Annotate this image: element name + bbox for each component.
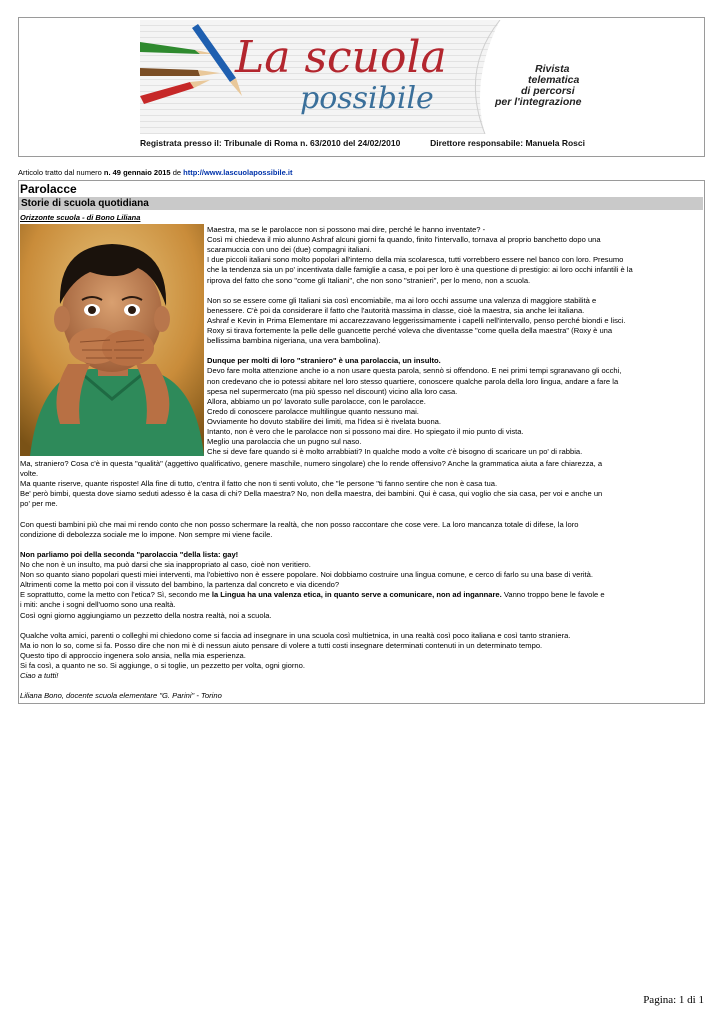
article-line: Non so se essere come gli Italiani sia così encomiabile, ma ai loro occhi assume una valenza di maggiore stabilità e (207, 295, 597, 305)
article-line: Devo fare molta attenzione anche io a non usare questa parola, sennò si offendono. E nei primi tempi sgranavano gli occhi, (207, 366, 622, 376)
article-text: Vanno troppo bene le favole e (501, 590, 605, 600)
header-banner-box (18, 17, 705, 157)
source-connector: de (172, 168, 182, 177)
source-prefix: Articolo tratto dal numero (18, 168, 102, 177)
article-line: Be' però bimbi, questa dove siamo seduti adesso è la casa di chi? Della maestra? No, non della maestra, dei bambini. Qui è casa, qui voglio che sia casa, per voi e anche un (20, 489, 603, 499)
article-line: Altrimenti come la metto poi con il vissuto del bambino, la partenza dal concreto e via dicendo? (20, 580, 340, 590)
svg-text:per l'integrazione: per l'integrazione (495, 96, 582, 108)
article-line: Che si deve fare quando si è molto arrabbiati? In qualche modo a volte c'è bisogno di scaricare un po' di rabbia. (207, 447, 583, 457)
child-photo (20, 224, 204, 456)
svg-text:telematica: telematica (528, 74, 580, 86)
article-line: Ma quante riserve, quante risposte! Alla fine di tutto, c'entra il fatto che non ti senti voluto, che "le persone "ti fanno sentire che non è casa tua. (20, 479, 498, 489)
article-line: Credo di conoscere parolacce multilingue quanto nessuno mai. (207, 406, 419, 416)
article-line: Con questi bambini più che mai mi rendo conto che non posso schermare la realtà, che non posso raccontare che cose vere. La loro mancanza totale di difese, la loro (20, 519, 579, 529)
logo-title-text: La scuola (235, 32, 447, 83)
article-line: non credevano che io potessi abitare nel loro stesso quartiere, conoscere qualche parola della loro lingua, andare a fare la (207, 376, 619, 386)
article-line: benessere. C'è poi da considerare il fatto che l'autorità massima in classe, cioè la maestra, sia anche lei italiana. (207, 305, 585, 315)
page-number: Pagina: 1 di 1 (643, 994, 704, 1006)
article-line: Così ogni giorno aggiungiamo un pezzetto della nostra realtà, noi a scuola. (20, 610, 272, 620)
article-line: Liliana Bono, docente scuola elementare "G. Parini" - Torino (20, 691, 222, 701)
article-line: Ma io non lo so, come si fa. Posso dire che non mi è di nessun aiuto pensare di volere a tutti costi insegnare determinati contenuti in un determinato tempo. (20, 640, 543, 650)
article-line: Ciao a tutti! (20, 671, 59, 681)
article-line: scaramuccia con uno dei (due) compagni italiani. (207, 245, 372, 255)
source-issue: n. 49 gennaio 2015 (103, 168, 171, 177)
article-line: i miti: anche i sogni dell'uomo sono una realtà. (20, 600, 176, 610)
article-line: Roxy si tirava fortemente la pelle delle guancette perché voleva che diventasse "come quella della maestra" (Roxy è una (207, 326, 613, 335)
svg-text:di percorsi: di percorsi (521, 85, 575, 97)
article-line: Questo tipo di approccio ingenera solo ansia, nella mia esperienza. (20, 650, 246, 660)
article-line: Intanto, non è vero che le parolacce non si possono mai dire. Ho spiegato il mio punto di vista. (207, 427, 524, 436)
article-byline: Orizzonte scuola - di Bono Liliana (20, 213, 141, 222)
article-line: Ashraf e Kevin in Prima Elementare mi accarezzavano leggerissimamente i capelli nell'intervallo, penso perché biondi e lisci. (207, 315, 626, 325)
article-line: Così mi chiedeva il mio alunno Ashraf alcuni giorni fa quando, finito l'intervallo, tornava al proprio banchetto dopo una (207, 235, 601, 245)
registration-text: Registrata presso il: Tribunale di Roma n. 63/2010 del 24/02/2010 (140, 138, 401, 148)
article-line: Dunque per molti di loro "straniero" è una parolaccia, un insulto. (207, 356, 441, 366)
logo-subtitle-text: possibile (300, 81, 434, 116)
banner-artwork (140, 20, 587, 134)
article-line: che la tendenza sia un po' incentivata dalle famiglie a casa, e poi per loro è una questione di prestigio: ai loro occhi infantili è la (207, 265, 633, 275)
article-line: condizione di debolezza sociale me lo impone. Non sempre mi viene facile. (20, 529, 273, 539)
article-line: Si fa così, a quanto ne so. Si aggiunge, o si toglie, un pezzetto per volta, ogni giorno. (20, 661, 305, 670)
magazine-banner (140, 20, 587, 156)
director-text: Direttore responsabile: Manuela Rosci (430, 138, 585, 148)
article-line: I due piccoli italiani sono molto popolari all'interno della mia scolaresca, tutti vorrebbero essere nel banco con loro. Presumo (207, 255, 624, 265)
article-line: po' per me. (20, 499, 58, 509)
article-title: Parolacce (20, 182, 77, 196)
article-line: Allora, abbiamo un po' lavorato sulle parolacce, con le parolacce. (207, 396, 426, 406)
article-line: Meglio una parolaccia che un pugno sul naso. (207, 437, 362, 447)
emphasis-text: la Lingua ha una valenza etica, in quanto serve a comunicare, non ad ingannare. (211, 590, 502, 600)
article-line (20, 590, 605, 600)
article-line: Non parliamo poi della seconda "parolaccia "della lista: gay! (20, 549, 239, 559)
article-line: Ovviamente ho dovuto stabilire dei limiti, ma l'idea si è rivelata buona. (207, 416, 442, 426)
section-header (19, 197, 703, 210)
source-link[interactable]: http://www.lascuolapossibile.it (183, 168, 293, 177)
svg-text:Rivista: Rivista (535, 63, 570, 75)
source-line (18, 168, 292, 177)
article-line: Qualche volta amici, parenti o colleghi mi chiedono come si faccia ad insegnare in una scuola così multietnica, in una realtà così poco italiana e così tanto straniera. (20, 630, 571, 640)
article-line: volte. (20, 469, 39, 479)
article-line: Non so quanto siano popolari questi miei interventi, ma l'obiettivo non è essere popolare. Noi dobbiamo costruire una lingua comune, e cerco di farlo su una base di verità. (20, 570, 594, 580)
article-line: Ma, straniero? Cosa c'è in questa "qualità" (aggettivo qualificativo, genere maschile, numero singolare) che lo rende offensivo? Anche la grammatica aiuta a fare chiarezza, a (20, 459, 603, 468)
article-line: Maestra, ma se le parolacce non si possono mai dire, perché le hanno inventate? - (207, 225, 486, 234)
article-line: riprova del fatto che sono "come gli Italiani", che non sono "stranieri", per lo meno, non a scuola. (207, 275, 531, 285)
article-line: spesa nel supermercato (ma più spesso nel discount) vicino alla loro casa. (207, 386, 458, 396)
article-line: bellissima bambina nigeriana, una vera bambolina). (207, 336, 381, 346)
section-title: Storie di scuola quotidiana (21, 198, 149, 209)
banner-info-strip (140, 134, 587, 154)
article-text: E soprattutto, come la metto con l'etica? Sì, secondo me (20, 590, 212, 600)
article-line: No che non è un insulto, ma può darsi che sia inappropriato al caso, cioè non veritiero. (20, 560, 311, 569)
